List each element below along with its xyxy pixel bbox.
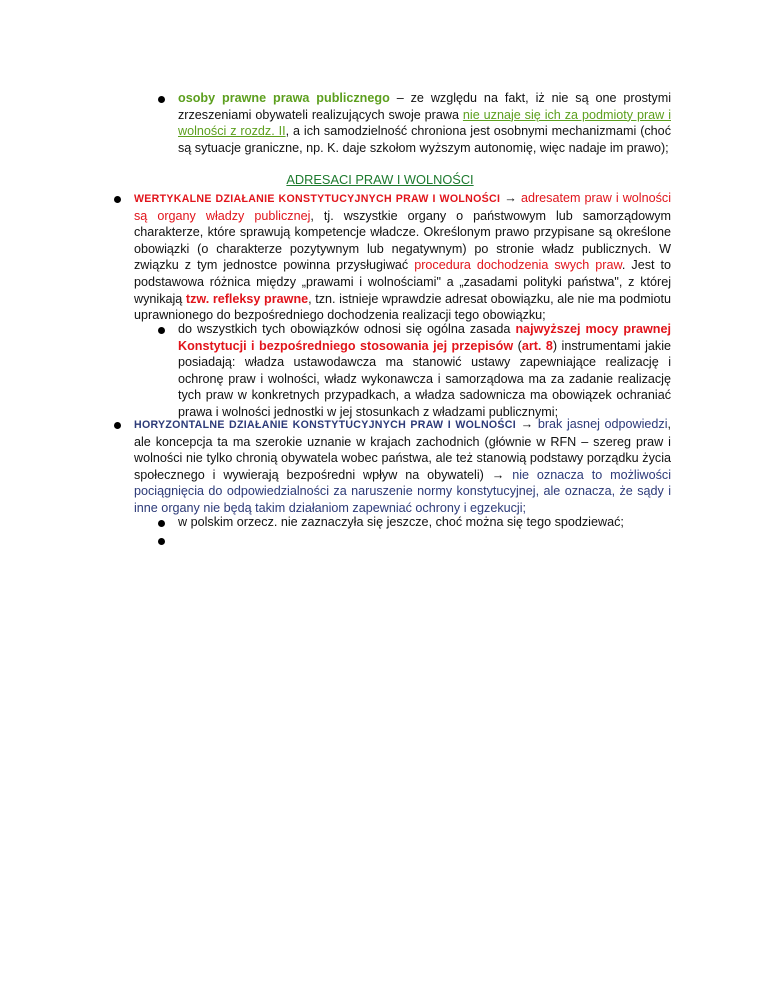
list-item-horizontal-effect: HORYZONTALNE DZIAŁANIE KONSTYTUCYJNYCH PRAW I WOLNOŚCI → brak jasnej odpowiedzi, ale koncepcja ta ma szerokie uznanie w krajach zachodnich (głównie w RFN – szereg praw i wolności nie tylko chronią obywatela wobec państwa, ale też stanowią podstawy porządku życia społecznego i wywierają bezpośredni wpływ na obywateli) → nie oznacza to możliwości pociągnięcia do odpowiedzialności za naruszenie normy konstytucyjnej, ale oznacza, że sądy i inne organy nie będą takim działaniom zapewniać ochrony i egzekucji; [134,417,672,515]
link-not-subjects[interactable]: nie uznaje się ich za podmioty praw i wolności z rozdz. II [178,107,671,139]
bullet-icon [158,327,165,334]
list-item-supremacy-principle: do wszystkich tych obowiązków odnosi się ogólna zasada najwyższej mocy prawnej Konstytucji i bezpośredniego stosowania jej przepisów (art. 8) instrumentami jakie posiadają: władza ustawodawcza ma stanowić ustawy zapewniające realizację i ochronę praw i wolności, władz wykonawcza i samorządowa ma za zadanie realizację tych praw w konkretnych przypadkach, a władza sadownicza ma obowiązek ochraniać prawa i wolności jednostki w jej stosunkach z władzami publicznymi; [178,322,672,419]
list-item-vertical-effect: WERTYKALNE DZIAŁANIE KONSTYTUCYJNYCH PRAW I WOLNOŚCI → adresatem praw i wolności są organy władzy publicznej, tj. wszystkie organy o państwowym lub samorządowym charakterze, które sprawują kompetencje władcze. Określonym prawo przypisane są określone obowiązki (o charakterze pozytywnym lub negatywnym) po stronie władz publicznych. W związku z tym jednostce powinna przysługiwać procedura dochodzenia swych praw. Jest to podstawowa różnica między „prawami i wolnościami" a „zasadami polityki państwa", z której wynikają tzw. refleksy prawne, tzn. istnieje wprawdzie adresat obowiązku, ale nie ma podmiotu uprawnionego do bezpośredniego dochodzenia realizacji tego obowiązku; [134,191,671,323]
bullet-icon [158,538,165,545]
bullet-icon [158,96,165,103]
list-item-public-law-entities: osoby prawne prawa publicznego – ze względu na fakt, iż nie są one prostymi zrzeszeniami obywateli realizujących swoje prawa nie uznaje się ich za podmioty praw i wolności z rozdz. II, a ich samodzielność chroniona jest osobnymi mechanizmami (choć są sytuacje graniczne, np. K. daje szkołom wyższym autonomię, więc nadaje im prawo); [178,91,672,155]
bullet-icon [158,520,165,527]
bullet-icon [114,422,121,429]
bullet-icon [114,196,121,203]
section-heading: ADRESACI PRAW I WOLNOŚCI [286,172,474,187]
term-public-law-entities: osoby prawne prawa publicznego [178,91,390,105]
term-vertical-effect: WERTYKALNE DZIAŁANIE KONSTYTUCYJNYCH PRAW I WOLNOŚCI [134,193,501,205]
term-horizontal-effect: HORYZONTALNE DZIAŁANIE KONSTYTUCYJNYCH PRAW I WOLNOŚCI [134,419,516,431]
list-item-polish-case-law: w polskim orzecz. nie zaznaczyła się jeszcze, choć można się tego spodziewać; [178,515,624,529]
